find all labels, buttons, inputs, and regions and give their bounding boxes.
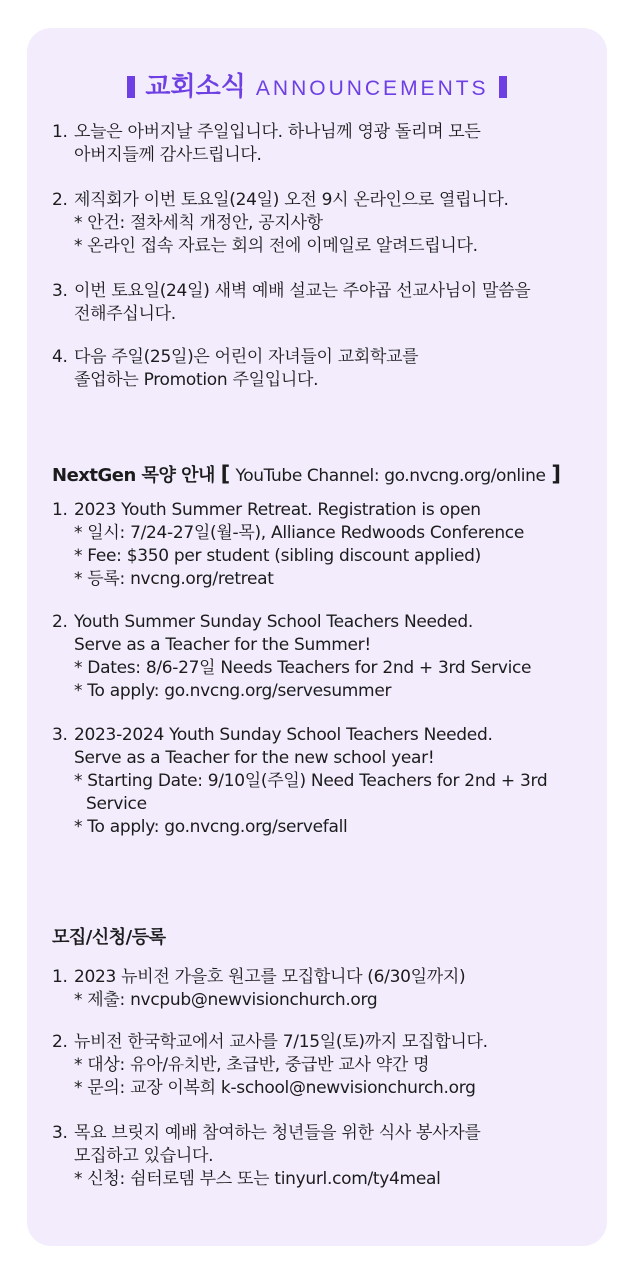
- item-number: 3.: [52, 1123, 68, 1143]
- item-text: 전해주십니다.: [74, 304, 176, 324]
- item-text: * 온라인 접속 자료는 회의 전에 이메일로 알려드립니다.: [74, 236, 478, 256]
- header-bar-left: [127, 76, 135, 98]
- item-number: 2.: [52, 1032, 68, 1052]
- item-text: 오늘은 아버지날 주일입니다. 하나님께 영광 돌리며 모든: [74, 122, 481, 142]
- item-text: 다음 주일(25일)은 어린이 자녀들이 교회학교를: [74, 347, 419, 367]
- nextgen-title: NextGen 목양 안내: [52, 465, 215, 486]
- item-text: 2023 뉴비전 가을호 원고를 모집합니다 (6/30일까지): [74, 967, 466, 987]
- header-title-en: ANNOUNCEMENTS: [255, 77, 489, 100]
- item-text: 제직회가 이번 토요일(24일) 오전 9시 온라인으로 열립니다.: [74, 190, 509, 210]
- item-number: 2.: [52, 190, 68, 210]
- nextgen-item-2: [52, 611, 612, 703]
- item-text: Youth Summer Sunday School Teachers Needed.: [74, 612, 473, 632]
- recruit-item-3: [52, 1122, 612, 1191]
- bracket-open: [: [220, 462, 230, 486]
- header-title-ko: 교회소식: [145, 72, 246, 102]
- item-text: * Starting Date: 9/10일(주일) Need Teachers for 2nd + 3rd: [74, 771, 548, 791]
- announcement-item-1: [52, 121, 612, 167]
- nextgen-item-3: [52, 724, 612, 839]
- item-text: * 제출: nvcpub@newvisionchurch.org: [74, 990, 378, 1010]
- item-number: 1.: [52, 122, 68, 142]
- item-text: 뉴비전 한국학교에서 교사를 7/15일(토)까지 모집합니다.: [74, 1032, 488, 1052]
- item-text: * 안건: 절차세칙 개정안, 공지사항: [74, 213, 323, 233]
- item-number: 3.: [52, 281, 68, 301]
- recruit-section-title: 모집/신청/등록: [52, 927, 166, 948]
- nextgen-item-1: [52, 499, 612, 591]
- item-number: 1.: [52, 500, 68, 520]
- item-text: * 문의: 교장 이복희 k-school@newvisionchurch.org: [74, 1078, 476, 1098]
- nextgen-section-title: [52, 463, 560, 488]
- item-number: 4.: [52, 347, 68, 367]
- item-text: * 대상: 유아/유치반, 초급반, 중급반 교사 약간 명: [74, 1055, 430, 1075]
- youtube-channel-link[interactable]: YouTube Channel: go.nvcng.org/online: [235, 466, 546, 486]
- item-text: 2023-2024 Youth Sunday School Teachers Needed.: [74, 725, 493, 745]
- item-text: 목요 브릿지 예배 참여하는 청년들을 위한 식사 봉사자를: [74, 1123, 481, 1143]
- item-number: 2.: [52, 612, 68, 632]
- item-text: Serve as a Teacher for the new school year!: [74, 748, 435, 768]
- item-text: * 일시: 7/24-27일(월-목), Alliance Redwoods Conference: [74, 523, 524, 543]
- item-text: 아버지들께 감사드립니다.: [74, 145, 262, 165]
- item-text: * 등록: nvcng.org/retreat: [74, 569, 274, 589]
- announcement-item-2: [52, 189, 612, 258]
- bracket-close: ]: [551, 462, 561, 486]
- item-number: 1.: [52, 967, 68, 987]
- header-bar-right: [499, 76, 507, 98]
- item-text: Serve as a Teacher for the Summer!: [74, 635, 371, 655]
- item-text: Service: [86, 794, 147, 814]
- recruit-item-2: [52, 1031, 612, 1100]
- item-number: 3.: [52, 725, 68, 745]
- item-text: 이번 토요일(24일) 새벽 예배 설교는 주야곱 선교사님이 말씀을: [74, 281, 531, 301]
- announcements-header: [27, 66, 607, 103]
- item-text: * To apply: go.nvcng.org/servesummer: [74, 681, 392, 701]
- recruit-item-1: [52, 966, 612, 1012]
- item-text: * 신청: 쉼터로뎀 부스 또는 tinyurl.com/ty4meal: [74, 1169, 441, 1189]
- item-text: 졸업하는 Promotion 주일입니다.: [74, 370, 319, 390]
- announcement-item-4: [52, 346, 612, 392]
- announcement-item-3: [52, 280, 612, 326]
- item-text: * Dates: 8/6-27일 Needs Teachers for 2nd + 3rd Service: [74, 658, 532, 678]
- item-text: 모집하고 있습니다.: [74, 1146, 214, 1166]
- item-text: * To apply: go.nvcng.org/servefall: [74, 817, 348, 837]
- item-text: 2023 Youth Summer Retreat. Registration is open: [74, 500, 481, 520]
- item-text: * Fee: $350 per student (sibling discount applied): [74, 546, 481, 566]
